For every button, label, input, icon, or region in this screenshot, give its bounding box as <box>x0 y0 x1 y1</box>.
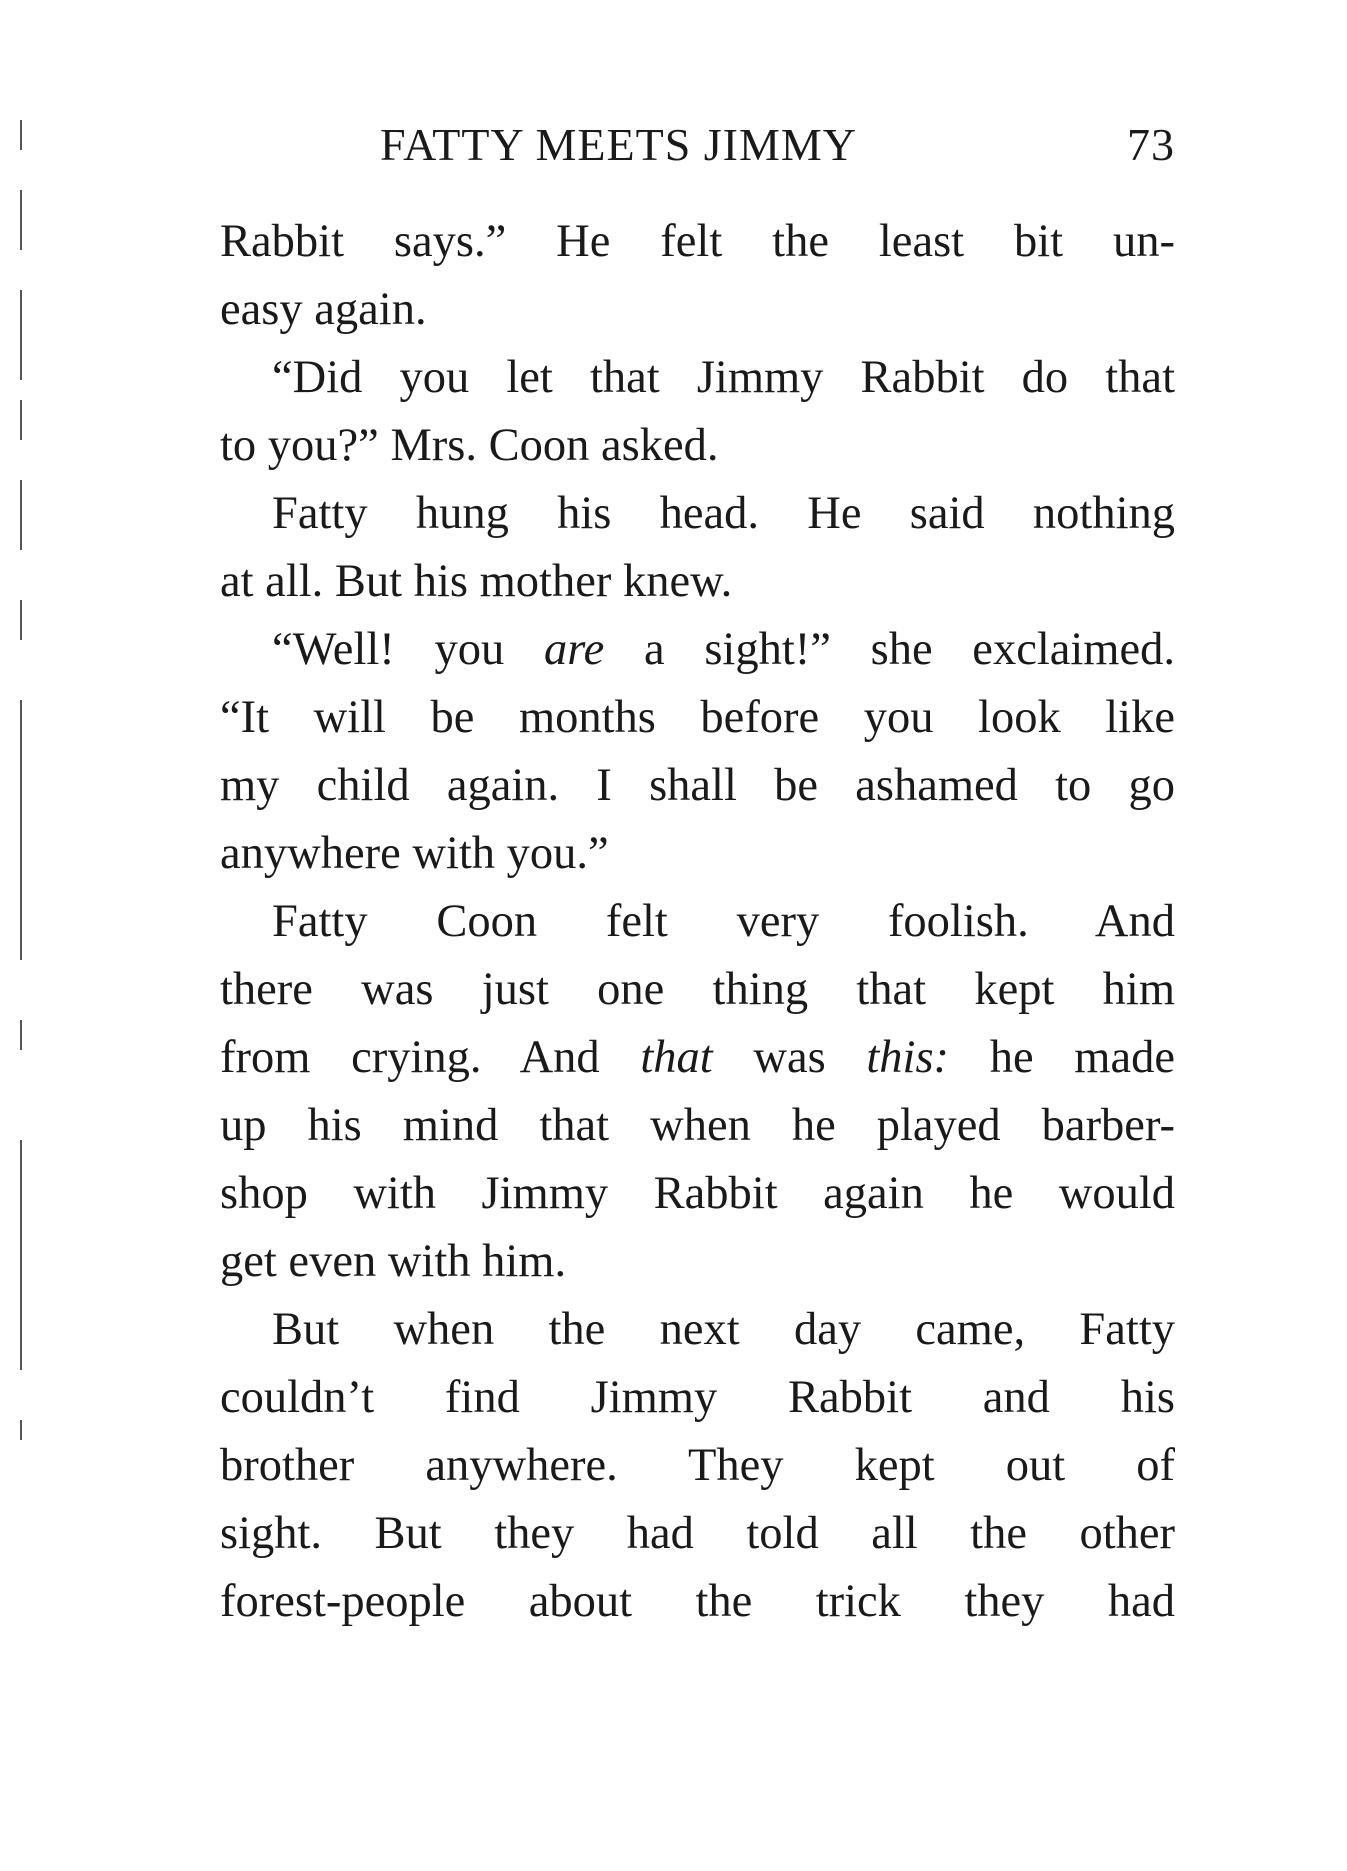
text-line: But when the next day came, Fatty <box>272 1304 1175 1355</box>
text-line: “Well! you are a sight!” she exclaimed. <box>272 624 1175 675</box>
text-line: “Did you let that Jimmy Rabbit do that <box>272 352 1175 403</box>
text-line: there was just one thing that kept him <box>220 964 1175 1015</box>
text-line: “It will be months before you look like <box>220 692 1175 743</box>
text-line: to you?” Mrs. Coon asked. <box>220 420 719 471</box>
body-text <box>220 208 1175 1636</box>
text-line: from crying. And that was this: he made <box>220 1032 1175 1083</box>
text-line: brother anywhere. They kept out of <box>220 1440 1175 1491</box>
text-line: my child again. I shall be ashamed to go <box>220 760 1175 811</box>
running-title: FATTY MEETS JIMMY <box>380 119 858 170</box>
text-line: Fatty hung his head. He said nothing <box>272 488 1175 539</box>
text-line: forest-people about the trick they had <box>220 1576 1175 1627</box>
page-number: 73 <box>1127 119 1175 170</box>
text-line: sight. But they had told all the other <box>220 1508 1175 1559</box>
text-line: easy again. <box>220 284 427 335</box>
text-line: get even with him. <box>220 1236 567 1287</box>
text-line: anywhere with you.” <box>220 828 609 879</box>
text-line: Rabbit says.” He felt the least bit un- <box>220 216 1175 267</box>
running-header <box>380 118 1175 178</box>
text-line: Fatty Coon felt very foolish. And <box>272 896 1175 947</box>
scan-edge-marks <box>8 60 34 1460</box>
text-line: at all. But his mother knew. <box>220 556 733 607</box>
text-line: couldn’t find Jimmy Rabbit and his <box>220 1372 1175 1423</box>
text-line: up his mind that when he played barber- <box>220 1100 1175 1151</box>
text-line: shop with Jimmy Rabbit again he would <box>220 1168 1175 1219</box>
